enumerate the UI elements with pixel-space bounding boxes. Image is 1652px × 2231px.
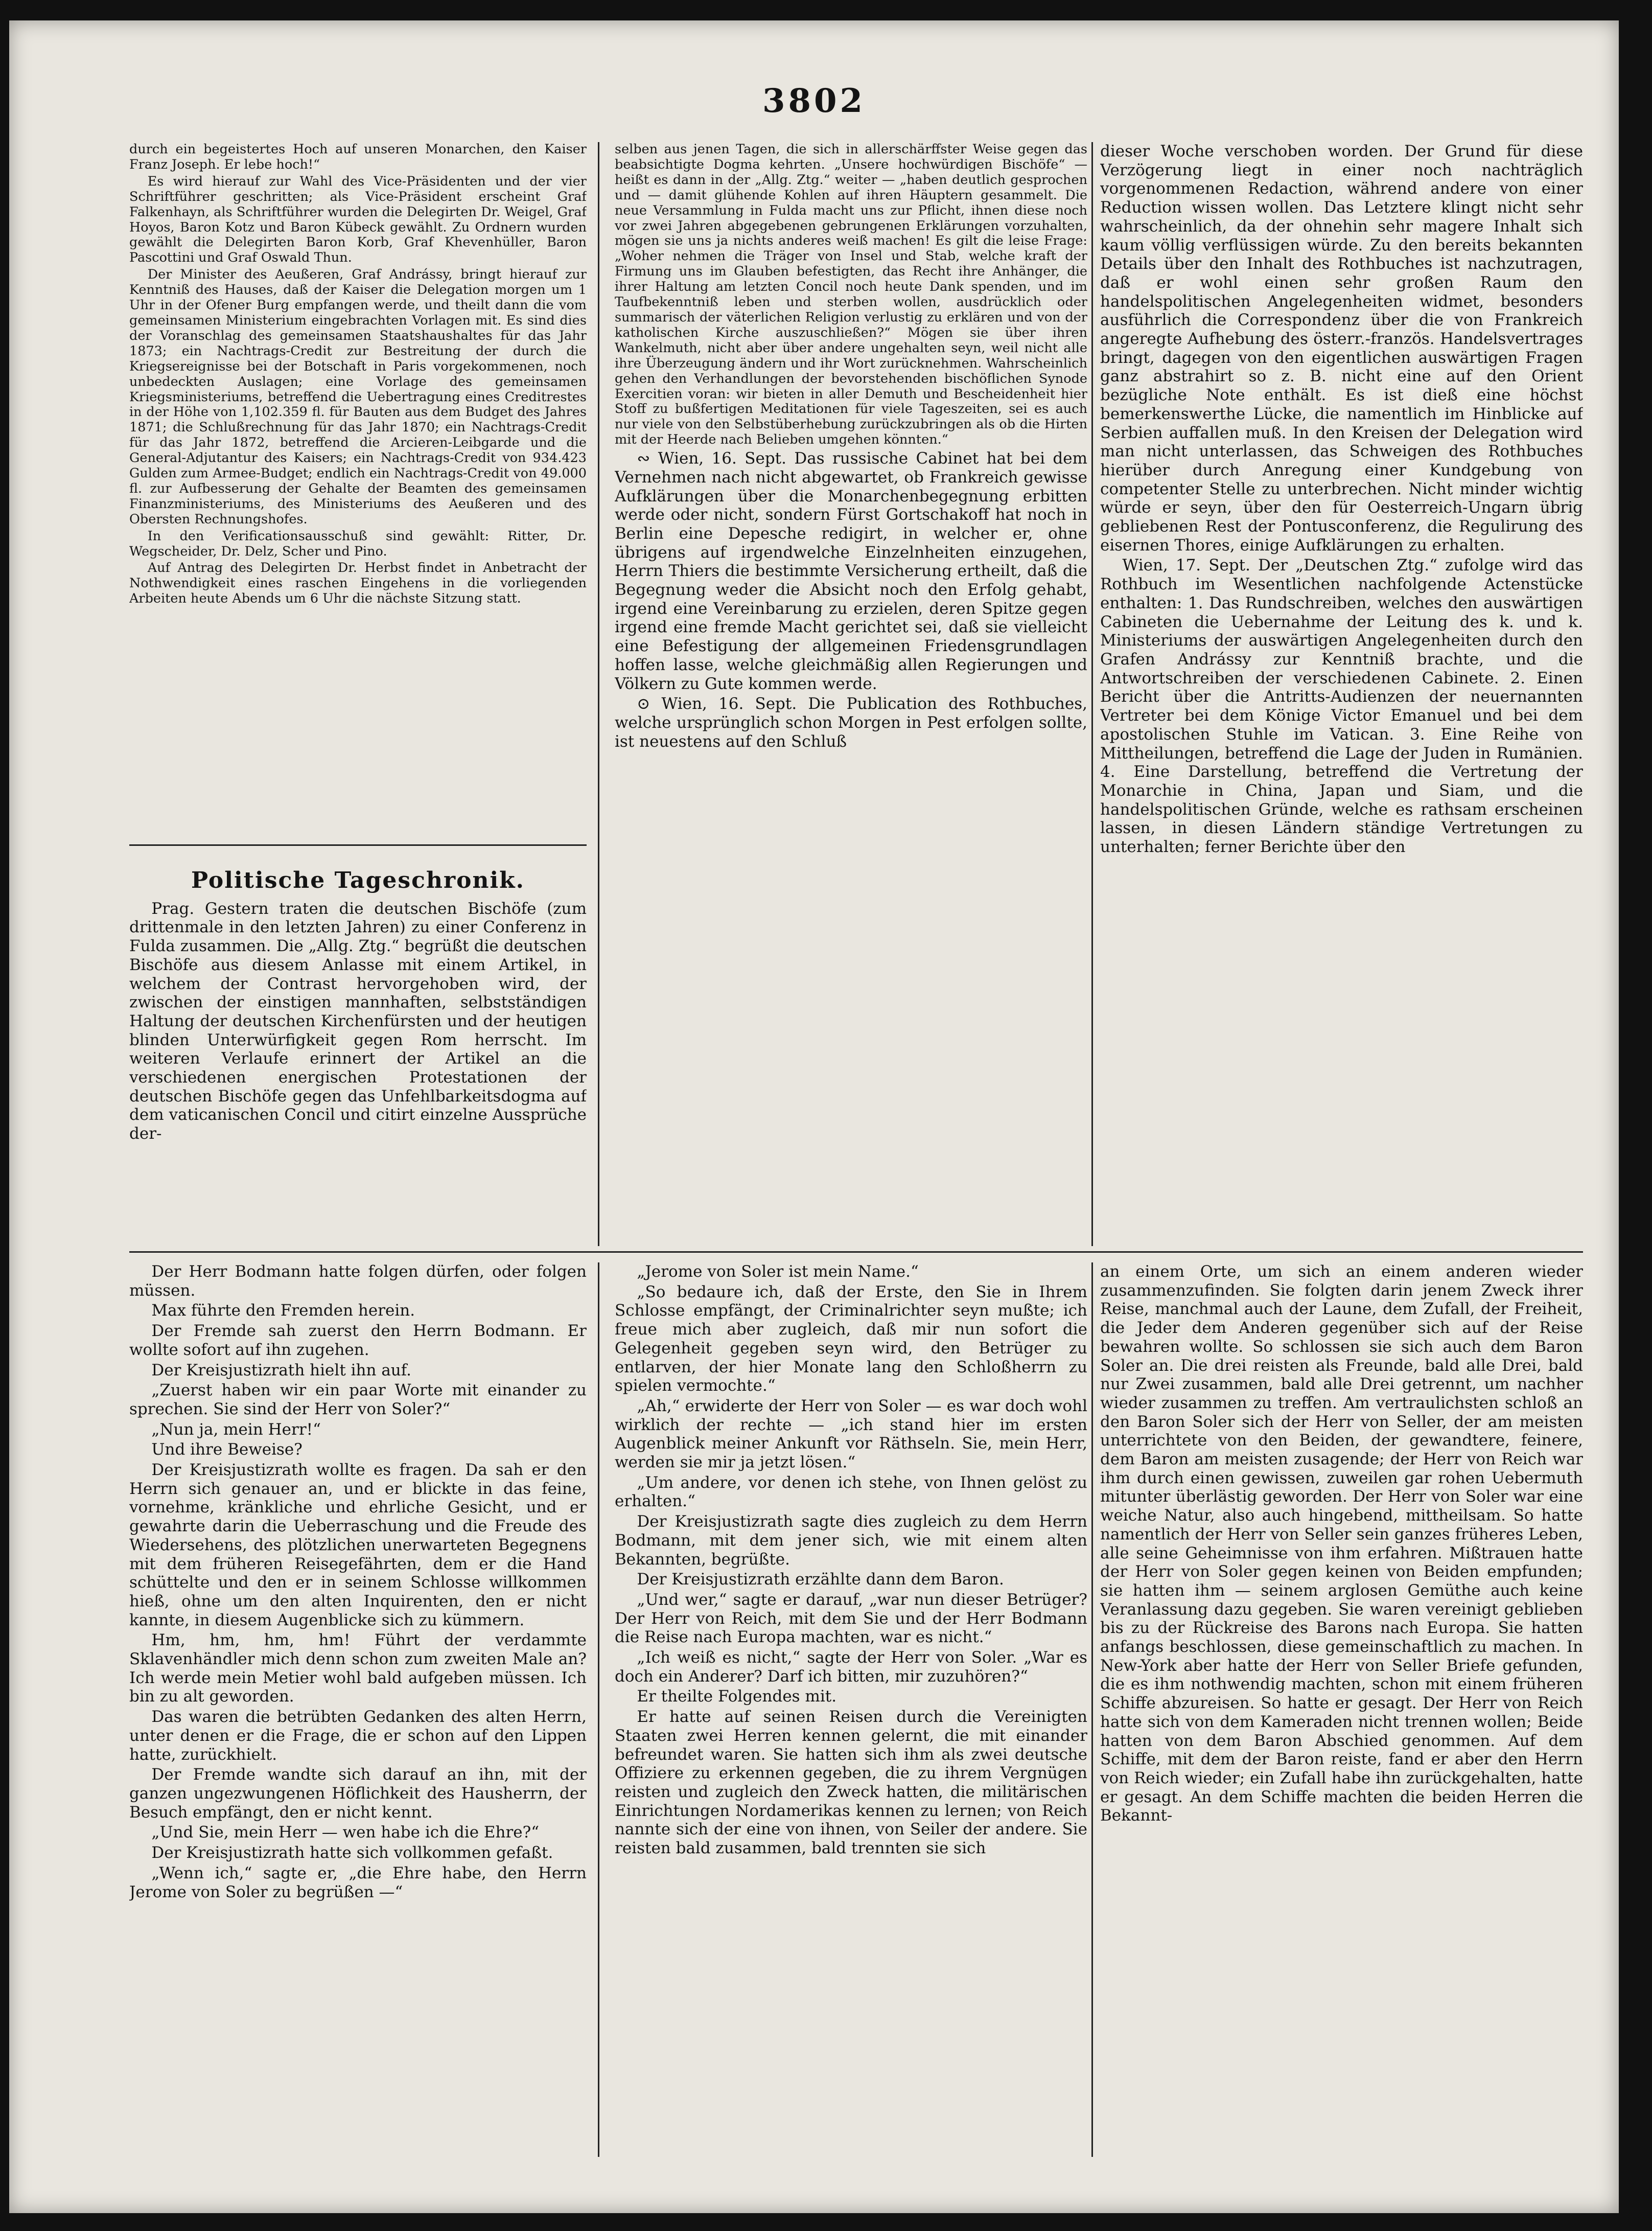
feuilleton-divider [129, 1251, 1583, 1253]
paragraph: „Und Sie, mein Herr — wen habe ich die Ehre?“ [151, 1823, 540, 1842]
upper-column-1 [129, 142, 587, 837]
paragraph: „Und wer,“ sagte er darauf, „war nun dieser Betrüger? Der Herr von Reich, mit dem Sie und der Herr Bodmann die Reise nach Europa machten, war es nicht.“ [615, 1590, 1087, 1647]
paragraph: Der Minister des Aeußeren, Graf Andrássy, bringt hierauf zur Kenntniß des Hauses, daß der Kaiser die Delegation morgen um 1 Uhr in der Ofener Burg empfangen werde, und theilt dann die vom gemeinsamen Ministerium eingebrachten Vorlagen mit. Es sind dies der Voranschlag des gemeinsamen Staatshaushaltes für das Jahr 1873; ein Nachtrags-Credit zur Bestreitung der durch die Kriegsereignisse bei der Botschaft in Paris vorgekommenen, noch unbedeckten Auslagen; eine Vorlage des gemeinsamen Kriegsministeriums, betreffend die Uebertragung eines Creditrestes in der Höhe von 1,102.359 fl. für Bauten aus dem Budget des Jahres 1871; die Schlußrechnung für das Jahr 1870; ein Nachtrags-Credit für das Jahr 1872, betreffend die Arcieren-Leibgarde und die General-Adjutantur des Kaisers; ein Nachtrags-Credit von 934.423 Gulden zum Armee-Budget; endlich ein Nachtrags-Credit von 49.000 fl. zur Aufbesserung der Gehalte der Beamten des gemeinsamen Finanzministeriums, des Ministeriums des Aeußeren und des Obersten Rechnungshofes. [129, 267, 587, 527]
feuilleton-column-1 [129, 1262, 587, 2157]
page-number: 3802 [762, 82, 866, 120]
paragraph: an einem Orte, um sich an einem anderen wieder zusammenzufinden. Sie folgten darin jenem Zweck ihrer Reise, manchmal auch der Laune, dem Zufall, der Freiheit, die Jeder dem Anderen gegenüber sich auf der Reise bewahren wollte. So schlossen sie sich auch dem Baron Soler an. Die drei reisten als Freunde, bald alle Drei, bald nur Zwei zusammen, bald alle Drei getrennt, um nachher wieder zusammen zu treffen. Am vertraulichsten schloß an den Baron Soler sich der Herr von Seller, der am meisten unterrichtete von den Beiden, der gewandtere, feinere, dem Baron am meisten zusagende; der Herr von Reich war ihm durch einen gewissen, zuweilen gar rohen Uebermuth mitunter überlästig geworden. Der Herr von Soler war eine weiche Natur, also auch hingebend, mittheilsam. So hatte namentlich der Herr von Seller sein ganzes früheres Leben, alle seine Geheimnisse von ihm erfahren. Mißtrauen hatte der Herr von Soler gegen keinen von Beiden empfunden; sie hatten ihm — seinem arglosen Gemüthe auch keine Veranlassung dazu gegeben. Sie waren vereinigt geblieben bis zu der Rückreise des Barons nach Europa. Sie hatten anfangs beschlossen, diese gemeinschaftlich zu machen. In New-York aber hatte der Herr von Seller Briefe gefunden, die es ihm nothwendig machten, schon mit einem früheren Schiffe abzureisen. So hatte er gesagt. Der Herr von Reich hatte sich von dem Kameraden nicht trennen wollen; Beide hatten von dem Baron Abschied genommen. Auf dem Schiffe, mit dem der Baron reiste, fand er aber den Herrn von Reich wieder; ein Zufall habe ihn zurückgehalten, hatte er gesagt. An dem Schiffe machten die beiden Herren die Bekannt- [1100, 1262, 1583, 1825]
paragraph: Der Fremde wandte sich darauf an ihn, mit der ganzen ungezwungenen Höflichkeit des Hausherrn, der Besuch empfängt, den er nicht kennt. [129, 1765, 587, 1822]
paragraph: Es wird hierauf zur Wahl des Vice-Präsidenten und der vier Schriftführer geschritten; als Vice-Präsident erscheint Graf Falkenhayn, als Schriftführer wurden die Delegirten Dr. Weigel, Graf Hoyos, Baron Kotz und Baron Kübeck gewählt. Zu Ordnern wurden gewählt die Delegirten Baron Korb, Graf Khevenhüller, Baron Pascottini und Graf Oswald Thun. [129, 173, 587, 266]
column-rule [598, 142, 599, 1246]
feuilleton-column-2 [615, 1262, 1087, 2157]
paragraph: Der Kreisjustizrath wollte es fragen. Da sah er den Herrn sich genauer an, und er blickte in das feine, vornehme, kränkliche und ehrliche Gesicht, und er gewahrte darin die Ueberraschung und die Freude des Wiedersehens, des plötzlichen unerwarteten Begegnens mit dem früheren Reisegefährten, dem er die Hand schüttelte und den er in seinem Schlosse willkommen hieß, ohne um den alten Inquirenten, den er nicht kannte, in diesem Augenblicke sich zu kümmern. [129, 1461, 587, 1629]
column-rule [598, 1262, 599, 2157]
paragraph: Und ihre Beweise? [151, 1440, 303, 1459]
section-rule [129, 844, 587, 846]
paragraph: Der Fremde sah zuerst den Herrn Bodmann. Er wollte sofort auf ihn zugehen. [129, 1322, 587, 1359]
paragraph: „Jerome von Soler ist mein Name.“ [637, 1262, 919, 1281]
paragraph: „Nun ja, mein Herr!“ [151, 1420, 321, 1439]
paragraph: Wien, 17. Sept. Der „Deutschen Ztg.“ zufolge wird das Rothbuch im Wesentlichen nachfolgende Actenstücke enthalten: 1. Das Rundschreiben, welches den auswärtigen Cabineten die Uebernahme der Leitung des k. und k. Ministeriums der auswärtigen Angelegenheiten durch den Grafen Andrássy zur Kenntniß brachte, und die Antwortschreiben der verschiedenen Cabinete. 2. Einen Bericht über die Antritts-Audienzen der neuernannten Vertreter bei dem Könige Victor Emanuel und bei dem apostolischen Stuhle im Vatican. 3. Eine Reihe von Mittheilungen, betreffend die Lage der Juden in Rumänien. 4. Eine Darstellung, betreffend die Vertretung der Monarchie in China, Japan und Siam, und die handelspolitischen Gründe, welche es rathsam erscheinen lassen, in diesen Ländern ständige Vertretungen zu unterhalten; ferner Berichte über den [1100, 556, 1583, 857]
column-rule [1091, 1262, 1093, 2157]
section-heading: Politische Tageschronik. [191, 867, 525, 893]
paragraph: ⊙ Wien, 16. Sept. Die Publication des Rothbuches, welche ursprünglich schon Morgen in Pest erfolgen sollte, ist neuestens auf den Schluß [615, 695, 1087, 751]
paragraph: „Um andere, vor denen ich stehe, von Ihnen gelöst zu erhalten.“ [615, 1473, 1087, 1511]
paragraph: „Zuerst haben wir ein paar Worte mit einander zu sprechen. Sie sind der Herr von Soler?“ [129, 1381, 587, 1418]
paragraph: Hm, hm, hm, hm! Führt der verdammte Sklavenhändler mich denn schon zum zweiten Male an? Ich werde mein Metier wohl bald aufgeben müssen. Ich bin zu alt geworden. [129, 1631, 587, 1706]
paragraph: „Ah,“ erwiderte der Herr von Soler — es war doch wohl wirklich der rechte — „ich stand hier im ersten Augenblick meiner Ankunft vor Räthseln. Sie, mein Herr, werden sie mir ja jetzt lösen.“ [615, 1396, 1087, 1472]
paragraph: Er theilte Folgendes mit. [637, 1687, 837, 1706]
paragraph: Der Kreisjustizrath sagte dies zugleich zu dem Herrn Bodmann, mit dem jener sich, wie mit einem alten Bekannten, begrüßte. [615, 1512, 1087, 1569]
paragraph: Der Kreisjustizrath hielt ihn auf. [151, 1361, 411, 1379]
paragraph: Der Kreisjustizrath hatte sich vollkommen gefaßt. [151, 1844, 553, 1862]
paragraph: Er hatte auf seinen Reisen durch die Vereinigten Staaten zwei Herren kennen gelernt, die mit einander befreundet waren. Sie hatten sich ihm als zwei deutsche Offiziere zu erkennen gegeben, die zu ihrem Vergnügen reisten und zugleich den Zweck hatten, die militärischen Einrichtungen Nordamerikas kennen zu lernen; von Reich nannte sich der eine von ihnen, von Seiler der andere. Sie reisten bald zusammen, bald trennten sie sich [615, 1708, 1087, 1858]
paragraph: Prag. Gestern traten die deutschen Bischöfe (zum drittenmale in den letzten Jahren) zu einer Conferenz in Fulda zusammen. Die „Allg. Ztg.“ begrüßt die deutschen Bischöfe aus diesem Anlasse mit einem Artikel, in welchem der Contrast hervorgehoben wird, der zwischen der einstigen mannhaften, selbstständigen Haltung der deutschen Kirchenfürsten und der heutigen blinden Unterwürfigkeit gegen Rom herrscht. Im weiteren Verlaufe erinnert der Artikel an die verschiedenen energischen Protestationen der deutschen Bischöfe gegen das Unfehlbarkeitsdogma auf dem vaticanischen Concil und citirt einzelne Aussprüche der- [129, 899, 587, 1143]
paragraph: ∾ Wien, 16. Sept. Das russische Cabinet hat bei dem Vernehmen nach nicht abgewartet, ob Frankreich gewisse Aufklärungen über die Monarchenbegegnung erbitten werde oder nicht, sondern Fürst Gortschakoff hat noch in Berlin eine Depesche redigirt, in welcher er, ohne übrigens auf irgendwelche Einzelnheiten einzugehen, Herrn Thiers die bestimmte Versicherung ertheilt, daß die Begegnung weder die Absicht noch den Erfolg gehabt, irgend eine Vereinbarung zu erzielen, deren Spitze gegen irgend eine fremde Macht gerichtet sei, daß sie vielleicht eine Befestigung der allgemeinen Friedensgrundlagen hoffen lasse, welche gleichmäßig allen Regierungen und Völkern zu Gute kommen werde. [615, 449, 1087, 693]
paragraph: dieser Woche verschoben worden. Der Grund für diese Verzögerung liegt in einer noch nachträglich vorgenommenen Redaction, während andere von einer Reduction wissen wollen. Das Letztere klingt nicht sehr wahrscheinlich, da der ohnehin sehr magere Inhalt sich kaum völlig verflüssigen würde. Zu den bereits bekannten Details über den Inhalt des Rothbuches ist nachzutragen, daß er wohl einen sehr großen Raum den handelspolitischen Angelegenheiten widmet, besonders ausführlich die Correspondenz über die von Frankreich angeregte Aufhebung des österr.-französ. Handelsvertrages bringt, dagegen von den eigentlichen auswärtigen Fragen ganz abstrahirt so z. B. nicht eine auf den Orient bezügliche Note enthält. Es ist dieß eine höchst bemerkenswerthe Lücke, die namentlich im Hinblicke auf Serbien auffallen muß. In den Kreisen der Delegation wird man nicht unterlassen, das Schweigen des Rothbuches hierüber durch Anregung einer Kundgebung von competenter Stelle zu unterbrechen. Nicht minder wichtig würde er seyn, über den für Oesterreich-Ungarn übrig gebliebenen Rest der Pontusconferenz, die Regulirung des eisernen Thores, einige Aufklärungen zu erhalten. [1100, 142, 1583, 555]
upper-column-3 [1100, 142, 1583, 1246]
paragraph: durch ein begeistertes Hoch auf unseren Monarchen, den Kaiser Franz Joseph. Er lebe hoch!“ [129, 142, 587, 172]
paragraph: „Ich weiß es nicht,“ sagte der Herr von Soler. „War es doch ein Anderer? Darf ich bitten, mir zuzuhören?“ [615, 1648, 1087, 1686]
paragraph: Der Kreisjustizrath erzählte dann dem Baron. [637, 1570, 1004, 1589]
column-rule [1091, 142, 1093, 1246]
paragraph: „So bedaure ich, daß der Erste, den Sie in Ihrem Schlosse empfängt, der Criminalrichter seyn mußte; ich freue mich aber zugleich, daß mir nun sofort die Gelegenheit gegeben seyn wird, den Betrüger zu entlarven, der hier Monate lang den Schloßherrn zu spielen vermochte.“ [615, 1282, 1087, 1395]
feuilleton-column-3 [1100, 1262, 1583, 2157]
paragraph: In den Verificationsausschuß sind gewählt: Ritter, Dr. Wegscheider, Dr. Delz, Scher und Pino. [129, 528, 587, 559]
upper-column-1-chronicle [129, 861, 587, 1229]
paragraph: Der Herr Bodmann hatte folgen dürfen, oder folgen müssen. [129, 1262, 587, 1300]
paragraph: „Wenn ich,“ sagte er, „die Ehre habe, den Herrn Jerome von Soler zu begrüßen —“ [129, 1864, 587, 1901]
paragraph: Auf Antrag des Delegirten Dr. Herbst findet in Anbetracht der Nothwendigkeit eines raschen Eingehens in die vorliegenden Arbeiten heute Abends um 6 Uhr die nächste Sitzung statt. [129, 560, 587, 607]
paragraph: Das waren die betrübten Gedanken des alten Herrn, unter denen er die Frage, die er schon auf den Lippen hatte, zurückhielt. [129, 1708, 587, 1764]
paragraph: selben aus jenen Tagen, die sich in allerschärffster Weise gegen das beabsichtigte Dogma kehrten. „Unsere hochwürdigen Bischöfe“ — heißt es dann in der „Allg. Ztg.“ weiter — „haben deutlich gesprochen und — damit glühende Kohlen auf ihren Häuptern gesammelt. Die neue Versammlung in Fulda macht uns zur Pflicht, ihnen diese noch vor zwei Jahren abgegebenen gebrungenen Erklärungen vorzuhalten, mögen sie uns ja nichts anderes weiß machen! Es gilt die leise Frage: „Woher nehmen die Träger von Insel und Stab, welche kraft der Firmung uns im Glauben befestigten, das Recht ihre Anhänger, die ihrer Haltung am letzten Concil noch heute Dank spenden, und im Taufbekenntniß leben und sterben wollen, ausdrücklich oder summarisch der väterlichen Religion verlustig zu erklären und von der katholischen Kirche auszuschließen?“ Mögen sie über ihren Wankelmuth, nicht aber über andere ungehalten seyn, weil nicht alle ihre Überzeugung ändern und ihr Wort zurücknehmen. Wahrscheinlich gehen den Verhandlungen der bevorstehenden bischöflichen Synode Exercitien voran: wir bieten in aller Demuth und Bescheidenheit hier Stoff zu bußfertigen Meditationen für viele Tageszeiten, sei es auch nur viele von den Selbstüberhebung zurückzubringen als ob die Hirten mit der Heerde nach Belieben umgehen könnten.“ [615, 142, 1087, 448]
newspaper-page [9, 20, 1619, 2213]
upper-column-2 [615, 142, 1087, 1246]
paragraph: Max führte den Fremden herein. [151, 1301, 415, 1320]
